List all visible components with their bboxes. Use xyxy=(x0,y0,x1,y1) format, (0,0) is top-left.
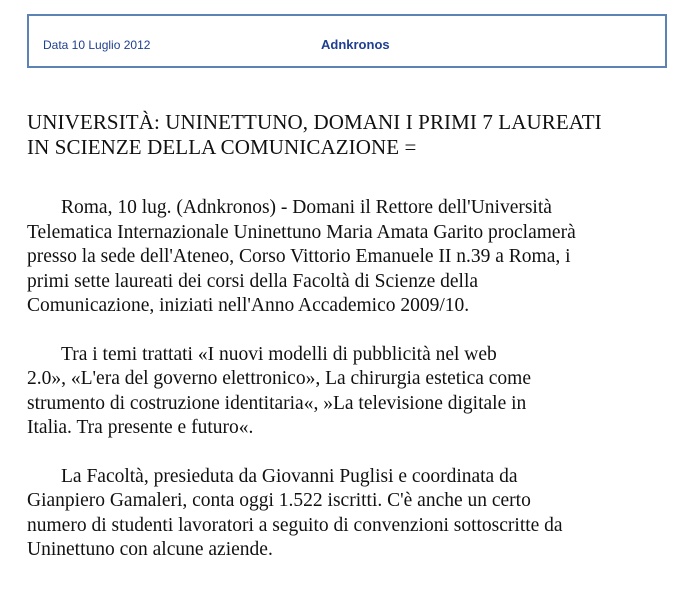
paragraph-line: strumento di costruzione identitaria«, »La televisione digitale in xyxy=(27,392,527,414)
article-paragraph-3 xyxy=(27,465,682,563)
article xyxy=(27,110,682,563)
headline-line: IN SCIENZE DELLA COMUNICAZIONE = xyxy=(27,135,417,159)
paragraph-line: 2.0», «L'era del governo elettronico», La chirurgia estetica come xyxy=(27,368,531,389)
header-date: Data 10 Luglio 2012 xyxy=(43,38,151,52)
header-source: Adnkronos xyxy=(321,37,390,52)
paragraph-line: La Facoltà, presieduta da Giovanni Puglisi e coordinata da xyxy=(61,465,518,487)
headline-line: UNIVERSITÀ: UNINETTUNO, DOMANI I PRIMI 7 LAUREATI xyxy=(27,110,602,134)
article-paragraph-2 xyxy=(27,343,682,441)
article-paragraph-1 xyxy=(27,196,682,319)
paragraph-line: primi sette laureati dei corsi della Facoltà di Scienze della xyxy=(27,270,479,292)
paragraph-line: Uninettuno con alcune aziende. xyxy=(27,539,273,560)
paragraph-line: Tra i temi trattati «I nuovi modelli di pubblicità nel web xyxy=(61,343,497,365)
paragraph-line: Italia. Tra presente e futuro«. xyxy=(27,417,254,438)
paragraph-line: Telematica Internazionale Uninettuno Maria Amata Garito proclamerà xyxy=(27,221,576,243)
article-headline xyxy=(27,110,682,160)
paragraph-line: Roma, 10 lug. (Adnkronos) - Domani il Rettore dell'Università xyxy=(61,197,552,218)
paragraph-line: Gianpiero Gamaleri, conta oggi 1.522 iscritti. C'è anche un certo xyxy=(27,490,531,511)
header-box xyxy=(27,14,667,68)
paragraph-line: presso la sede dell'Ateneo, Corso Vittorio Emanuele II n.39 a Roma, i xyxy=(27,246,571,267)
paragraph-line: Comunicazione, iniziati nell'Anno Accademico 2009/10. xyxy=(27,295,470,316)
paragraph-line: numero di studenti lavoratori a seguito di convenzioni sottoscritte da xyxy=(27,514,563,536)
